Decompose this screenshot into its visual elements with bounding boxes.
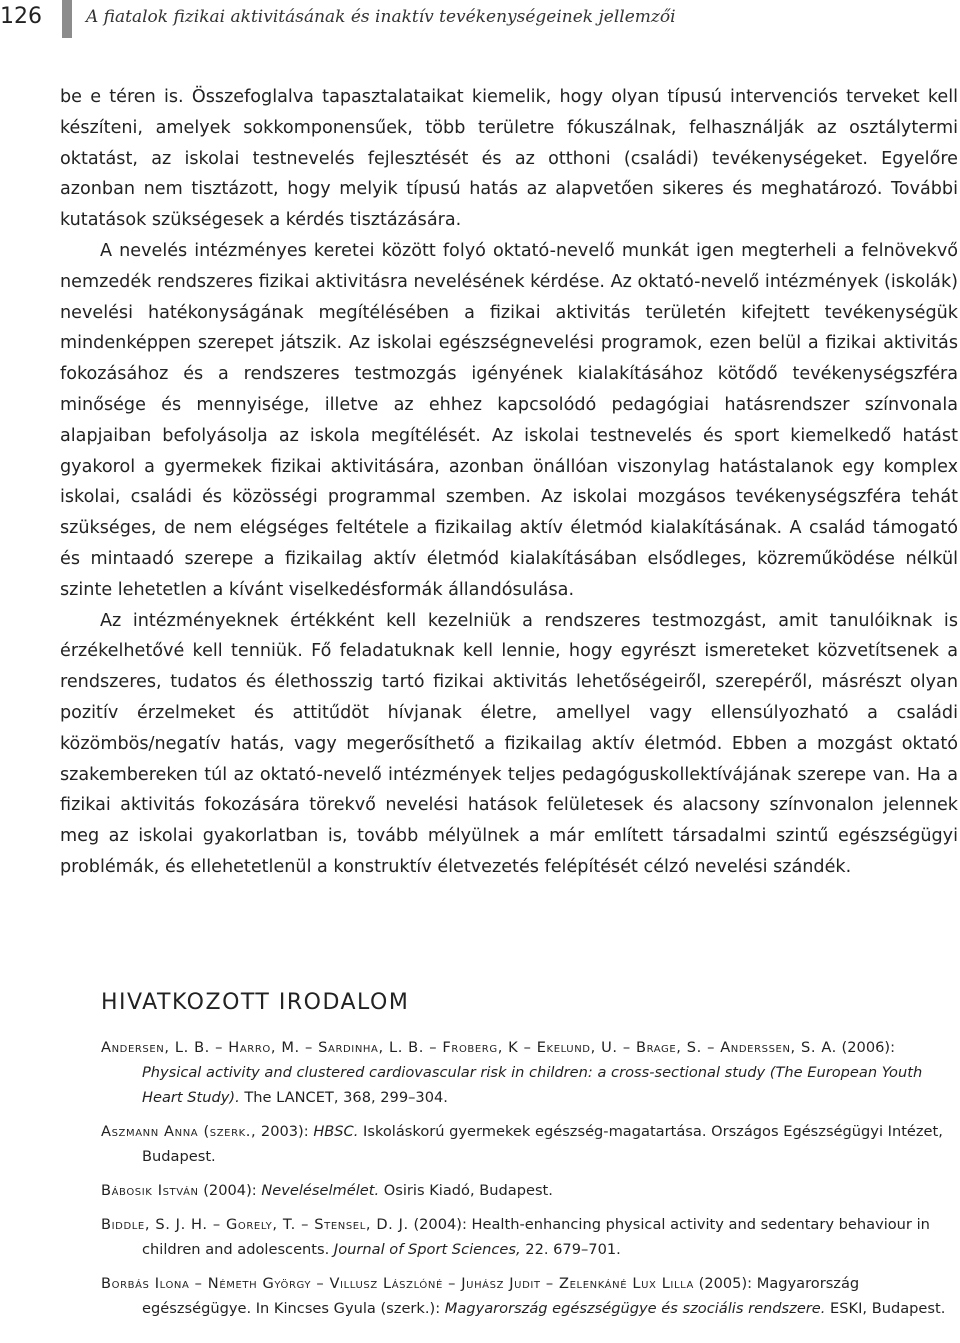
reference-item xyxy=(101,1271,959,1321)
reference-author: Andersen, L. B. – Harro, M. – Sardinha, L. B. – Froberg, K – Ekelund, U. – Brage, S. – Anderssen, S. A. xyxy=(101,1039,837,1056)
reference-source: ESKI, Budapest. xyxy=(825,1300,946,1317)
reference-item xyxy=(101,1178,959,1203)
reference-title: HBSC. xyxy=(313,1123,359,1140)
reference-author: Bábosik István xyxy=(101,1182,199,1199)
paragraph-2: A nevelés intézményes keretei között folyó oktató-nevelő munkát igen megterheli a felnövekvő nemzedék rendszeres fizikai aktivitásra nevelésének kérdése. Az oktató-nevelő intézmények (iskolák) nevelési hatékonyságának megítélésében a fizikai aktivitás területén kifejtett tevékenységük mindenképpen szerepet játszik. Az iskolai egészségnevelési programok, ezen belül a fizikai aktivitás fokozásához és a rendszeres testmozgás igényének kialakításához kötődő tevékenységszféra minősége és mennyisége, illetve az ehhez kapcsolódó pedagógiai hatásrendszer színvonala alapjaiban befolyásolja az iskola megítélését. Az iskolai testnevelés és sport kiemelkedő hatást gyakorol a gyermekek fizikai aktivitására, azonban önállóan viszonylag hatástalanok egy komplex iskolai, családi és közösségi programmal szemben. Az iskolai mozgásos tevékenységszféra tehát szükséges, de nem elégséges feltétele a fizikailag aktív életmód kialakításának. A család támogató és mintaadó szerepe a fizikailag aktív életmód kialakításában elsődleges, közreműködése nélkül szinte lehetetlen a kívánt viselkedésformák állandósulása. xyxy=(60,240,958,600)
paragraph-3: Az intézményeknek értékként kell kezelniük a rendszeres testmozgást, amit tanulóiknak is érzékelhetővé kell tenniük. Fő feladatuknak kell lennie, hogy egyrészt ismereteket közvetítsenek a rendszeres, tudatos és élethosszig tartó fizikai aktivitás lehetőségeiről, szerepéről, másrészt olyan pozitív érzelmeket és attitűdöt hívjanak életre, amellyel vagy ellensúlyozható a családi közömbös/negatív hatás, vagy megerősíthető a fizikailag aktív életmód. Ebben a mozgást oktató szakembereken túl az oktató-nevelő intézmények teljes pedagóguskollektívájának szerepe van. Ha a fizikai aktivitás fokozására törekvő nevelési hatások felületesek és alacsony színvonalon jelennek meg az iskolai gyakorlatban is, tovább mélyülnek a már említett társadalmi szintű egészségügyi problémák, és ellehetetlenül a konstruktív életvezetés felépítését célzó nevelési szándék. xyxy=(60,610,958,877)
reference-text: (2004): Health-enhancing physical activity and sedentary behaviour in children and adolescents. xyxy=(142,1216,930,1258)
reference-item xyxy=(101,1212,959,1262)
reference-title: Journal of Sport Sciences, xyxy=(333,1241,521,1258)
reference-title: Neveléselmélet. xyxy=(261,1182,380,1199)
reference-item xyxy=(101,1119,959,1169)
running-title: A fiatalok fizikai aktivitásának és inaktív tevékenységeinek jellemzői xyxy=(86,7,676,27)
reference-source: 22. 679–701. xyxy=(520,1241,621,1258)
reference-title: Magyarország egészségügye és szociális rendszere. xyxy=(444,1300,826,1317)
reference-source: The LANCET, 368, 299–304. xyxy=(239,1089,448,1106)
reference-author: Biddle, S. J. H. – Gorely, T. – Stensel, D. J. xyxy=(101,1216,409,1233)
reference-text: (2005): Magyarország egészségügye. In Kincses Gyula (szerk.): xyxy=(142,1275,860,1317)
references-heading: HIVATKOZOTT IRODALOM xyxy=(101,990,410,1015)
paragraph-1: be e téren is. Összefoglalva tapasztalataikat kiemelik, hogy olyan típusú intervenciós terveket kell készíteni, amelyek sokkomponensűek, több területre fókuszálnak, felhasználják az osztálytermi oktatást, az iskolai testnevelés fejlesztését és az otthoni (családi) tevékenységeket. Egyelőre azonban nem tisztázott, hogy melyik típusú hatás az alapvetően sikeres és meghatározó. További kutatások szükségesek a kérdés tisztázására. xyxy=(60,87,958,231)
page-number: 126 xyxy=(0,4,42,29)
reference-author: Aszmann Anna (szerk., xyxy=(101,1123,257,1140)
header-divider-bar xyxy=(62,0,72,38)
reference-source: Osiris Kiadó, Budapest. xyxy=(379,1182,553,1199)
main-text xyxy=(60,82,958,883)
reference-text: (2006): xyxy=(836,1039,896,1056)
reference-text: 2003): xyxy=(256,1123,314,1140)
reference-source: Iskoláskorú gyermekek egészség-magatartása. Országos Egészségügyi Intézet, Budapest. xyxy=(142,1123,943,1165)
reference-title: Physical activity and clustered cardiovascular risk in children: a cross-sectional study (The European Youth Heart Study). xyxy=(142,1064,923,1106)
references-section xyxy=(101,990,959,1330)
reference-author: Borbás Ilona – Németh György – Villusz Lászlóné – Juhász Judit – Zelenkáné Lux Lilla xyxy=(101,1275,694,1292)
reference-item xyxy=(101,1035,959,1110)
page-header xyxy=(0,0,960,40)
reference-text: (2004): xyxy=(198,1182,262,1199)
